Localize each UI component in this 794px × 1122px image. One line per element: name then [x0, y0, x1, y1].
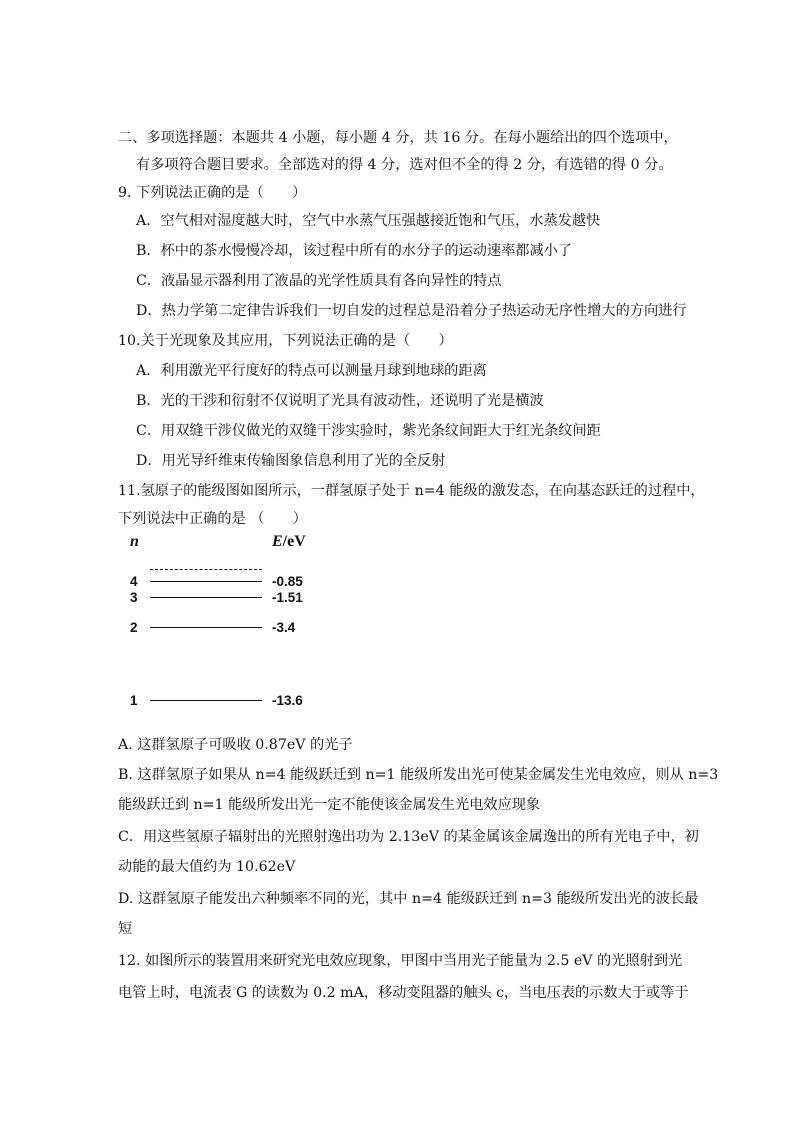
level-4-energy: -0.85 — [272, 574, 303, 589]
question-9-option-a: A．空气相对湿度越大时，空气中水蒸气压强越接近饱和气压，水蒸发越快 — [136, 213, 601, 229]
question-10-option-c: C．用双缝干涉仪做光的双缝干涉实验时，紫光条纹间距大于红光条纹间距 — [136, 423, 601, 439]
question-11-option-a: A. 这群氢原子可吸收 0.87eV 的光子 — [118, 737, 353, 753]
diagram-energy-axis-label: E/eV — [272, 533, 306, 550]
question-9-stem: 9. 下列说法正确的是（ ） — [118, 185, 307, 201]
question-11-stem-line2: 下列说法中正确的是 （ ） — [118, 511, 307, 527]
level-3-n: 3 — [130, 590, 138, 605]
continuum-dashed-line — [150, 569, 262, 570]
section-heading-line1: 二、多项选择题：本题共 4 小题，每小题 4 分，共 16 分。在每小题给出的四个选项中， — [118, 130, 678, 146]
level-3-line — [150, 597, 262, 598]
level-1-line — [150, 700, 262, 701]
energy-level-diagram — [120, 528, 360, 718]
level-3-energy: -1.51 — [272, 590, 303, 605]
question-12-line2: 电管上时，电流表 G 的读数为 0.2 mA，移动变阻器的触头 c，当电压表的示数大于或等于 — [118, 985, 689, 1001]
question-10-option-a: A．利用激光平行度好的特点可以测量月球到地球的距离 — [136, 363, 487, 379]
question-9-option-d: D．热力学第二定律告诉我们一切自发的过程总是沿着分子热运动无序性增大的方向进行 — [136, 303, 687, 319]
level-4-n: 4 — [130, 574, 138, 589]
level-2-line — [150, 627, 262, 628]
question-9-option-c: C．液晶显示器利用了液晶的光学性质具有各向异性的特点 — [136, 273, 502, 289]
level-2-energy: -3.4 — [272, 620, 296, 635]
question-11-option-c-line1: C．用这些氢原子辐射出的光照射逸出功为 2.13eV 的某金属该金属逸出的所有光电子中，初 — [118, 829, 699, 845]
level-1-n: 1 — [130, 693, 138, 708]
question-10-option-b: B．光的干涉和衍射不仅说明了光具有波动性，还说明了光是横波 — [136, 393, 544, 409]
question-11-option-b-line2: 能级跃迁到 n=1 能级所发出光一定不能使该金属发生光电效应现象 — [118, 797, 541, 813]
level-2-n: 2 — [130, 620, 138, 635]
level-4-line — [150, 581, 262, 582]
question-11-option-d-line2: 短 — [118, 921, 133, 937]
question-11-option-c-line2: 动能的最大值约为 10.62eV — [118, 859, 296, 875]
question-11-option-d-line1: D. 这群氢原子能发出六种频率不同的光，其中 n=4 能级跃迁到 n=3 能级所发出光的波长最 — [118, 891, 699, 907]
diagram-n-label: n — [130, 533, 139, 550]
question-11-option-b-line1: B. 这群氢原子如果从 n=4 能级跃迁到 n=1 能级所发出光可使某金属发生光电效应，则从 n=3 — [118, 767, 719, 783]
question-10-option-d: D．用光导纤维束传输图象信息利用了光的全反射 — [136, 453, 446, 469]
question-10-stem: 10.关于光现象及其应用，下列说法正确的是（ ） — [118, 333, 453, 349]
question-11-stem-line1: 11.氢原子的能级图如图所示，一群氢原子处于 n=4 能级的激发态，在向基态跃迁的过程中， — [118, 483, 705, 499]
question-9-option-b: B．杯中的茶水慢慢冷却，该过程中所有的水分子的运动速率都减小了 — [136, 243, 573, 259]
question-12-line1: 12. 如图所示的装置用来研究光电效应现象，甲图中当用光子能量为 2.5 eV 的光照射到光 — [118, 953, 683, 969]
section-heading-line2: 有多项符合题目要求。全部选对的得 4 分，选对但不全的得 2 分，有选错的得 0 分。 — [136, 157, 673, 173]
level-1-energy: -13.6 — [272, 693, 303, 708]
